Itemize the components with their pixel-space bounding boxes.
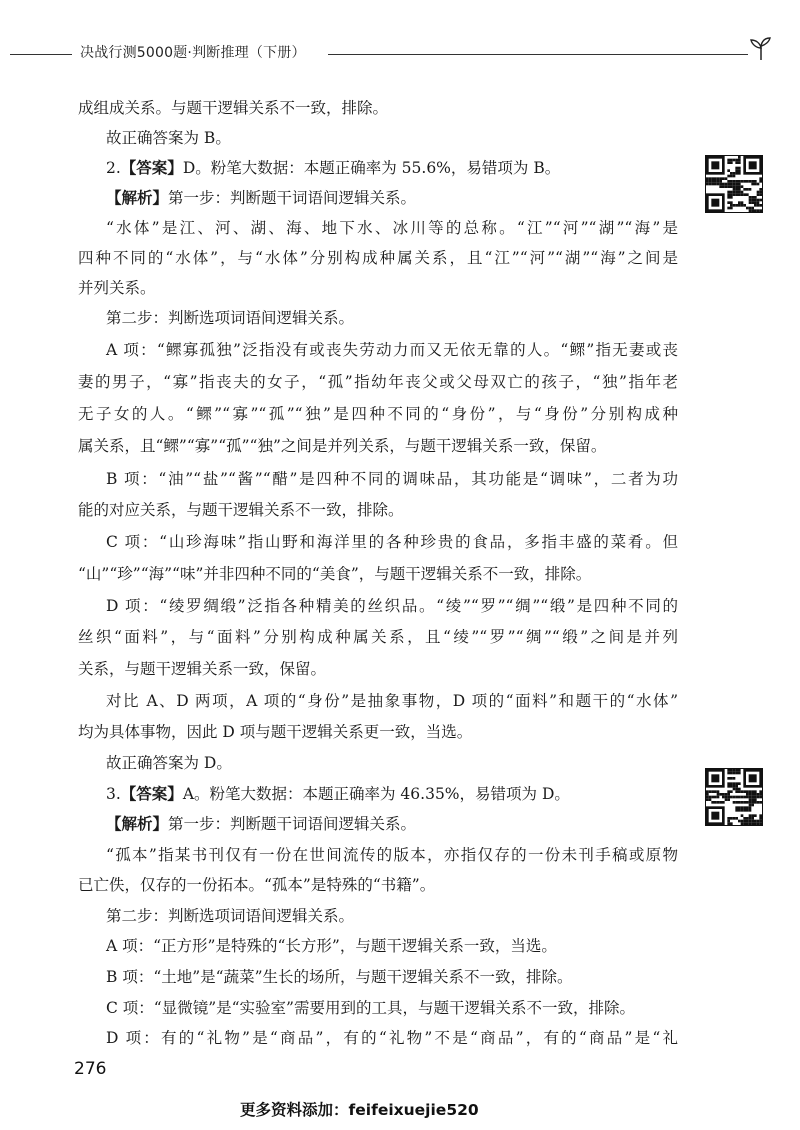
paragraph-line: 关系，与题干逻辑关系一致，保留。 <box>78 660 327 678</box>
sprout-icon <box>748 36 774 62</box>
paragraph-line: 第二步：判断选项词语间逻辑关系。 <box>106 907 355 925</box>
paragraph-line: C 项：“显微镜”是“实验室”需要用到的工具，与题干逻辑关系不一致，排除。 <box>106 999 635 1017</box>
paragraph-line: B 项：“土地”是“蔬菜”生长的场所，与题干逻辑关系不一致，排除。 <box>106 968 573 986</box>
paragraph-line: 属关系，且“鳏”“寡”“孤”“独”之间是并列关系，与题干逻辑关系一致，保留。 <box>78 437 607 455</box>
analysis-text: 第一步：判断题干词语间逻辑关系。 <box>168 189 417 207</box>
answer-tag: 【答案】 <box>120 784 183 803</box>
answer-line <box>78 779 678 809</box>
paragraph-line: 对比 A、D 两项，A 项的“身份”是抽象事物，D 项的“面料”和题干的“水体” <box>106 692 678 710</box>
paragraph-line: D 项：“绫罗绸缎”泛指各种精美的丝织品。“绫”“罗”“绸”“缎”是四种不同的 <box>106 597 678 615</box>
qr-code[interactable] <box>705 155 763 213</box>
paragraph-line: “孤本”指某书刊仅有一份在世间流传的版本，亦指仅存的一份未刊手稿或原物 <box>106 846 678 864</box>
paragraph-line: “山”“珍”“海”“味”并非四种不同的“美食”，与题干逻辑关系不一致，排除。 <box>78 565 592 583</box>
paragraph-line: 能的对应关系，与题干逻辑关系不一致，排除。 <box>78 501 404 519</box>
qr-code[interactable] <box>705 768 763 826</box>
answer-tag: 【答案】 <box>120 158 183 177</box>
paragraph-line: D 项：有的“礼物”是“商品”，有的“礼物”不是“商品”，有的“商品”是“礼 <box>106 1029 678 1047</box>
answer-text: A。粉笔大数据：本题正确率为 46.35%，易错项为 D。 <box>182 785 570 803</box>
analysis-tag: 【解析】 <box>106 814 169 833</box>
book-title: 决战行测5000题·判断推理（下册） <box>80 45 306 61</box>
analysis-text: 第一步：判断题干词语间逻辑关系。 <box>168 815 417 833</box>
paragraph-line: 成组成关系。与题干逻辑关系不一致，排除。 <box>78 99 389 117</box>
paragraph-line: C 项：“山珍海味”指山野和海洋里的各种珍贵的食品，多指丰盛的菜肴。但 <box>106 533 678 551</box>
paragraph-line: 四种不同的“水体”，与“水体”分别构成种属关系，且“江”“河”“湖”“海”之间是 <box>78 249 678 267</box>
analysis-line <box>78 183 678 213</box>
paragraph-line: 已亡佚，仅存的一份拓本。“孤本”是特殊的“书籍”。 <box>78 876 436 894</box>
paragraph-line: 并列关系。 <box>78 279 156 297</box>
paragraph-line: 丝织“面料”，与“面料”分别构成种属关系，且“绫”“罗”“绸”“缎”之间是并列 <box>78 628 678 646</box>
analysis-line <box>78 809 678 839</box>
question-number: 3. <box>106 785 121 803</box>
paragraph-line: B 项：“油”“盐”“酱”“醋”是四种不同的调味品，其功能是“调味”，二者为功 <box>106 470 678 488</box>
paragraph-line: A 项：“鳏寡孤独”泛指没有或丧失劳动力而又无依无靠的人。“鳏”指无妻或丧 <box>106 341 678 359</box>
paragraph-line: 第二步：判断选项词语间逻辑关系。 <box>106 309 355 327</box>
header-rule-left <box>10 54 72 55</box>
header-rule-right <box>328 54 748 55</box>
running-header <box>10 40 770 64</box>
paragraph-line: 无子女的人。“鳏”“寡”“孤”“独”是四种不同的“身份”，与“身份”分别构成种 <box>78 405 678 423</box>
paragraph-line: 妻的男子，“寡”指丧夫的女子，“孤”指幼年丧父或父母双亡的孩子，“独”指年老 <box>78 373 678 391</box>
answer-text: D。粉笔大数据：本题正确率为 55.6%，易错项为 B。 <box>182 159 561 177</box>
paragraph-line: A 项：“正方形”是特殊的“长方形”，与题干逻辑关系一致，当选。 <box>106 937 557 955</box>
answer-line <box>78 153 678 183</box>
analysis-tag: 【解析】 <box>106 188 169 207</box>
footer-note: 更多资料添加：feifeixuejie520 <box>240 1101 479 1119</box>
paragraph-line: “水体”是江、河、湖、海、地下水、冰川等的总称。“江”“河”“湖”“海”是 <box>106 219 678 237</box>
paragraph-line: 故正确答案为 B。 <box>106 129 231 147</box>
question-number: 2. <box>106 159 121 177</box>
paragraph-line: 均为具体事物，因此 D 项与题干逻辑关系更一致，当选。 <box>78 723 473 741</box>
paragraph-line: 故正确答案为 D。 <box>106 754 232 772</box>
page-number: 276 <box>74 1059 107 1079</box>
